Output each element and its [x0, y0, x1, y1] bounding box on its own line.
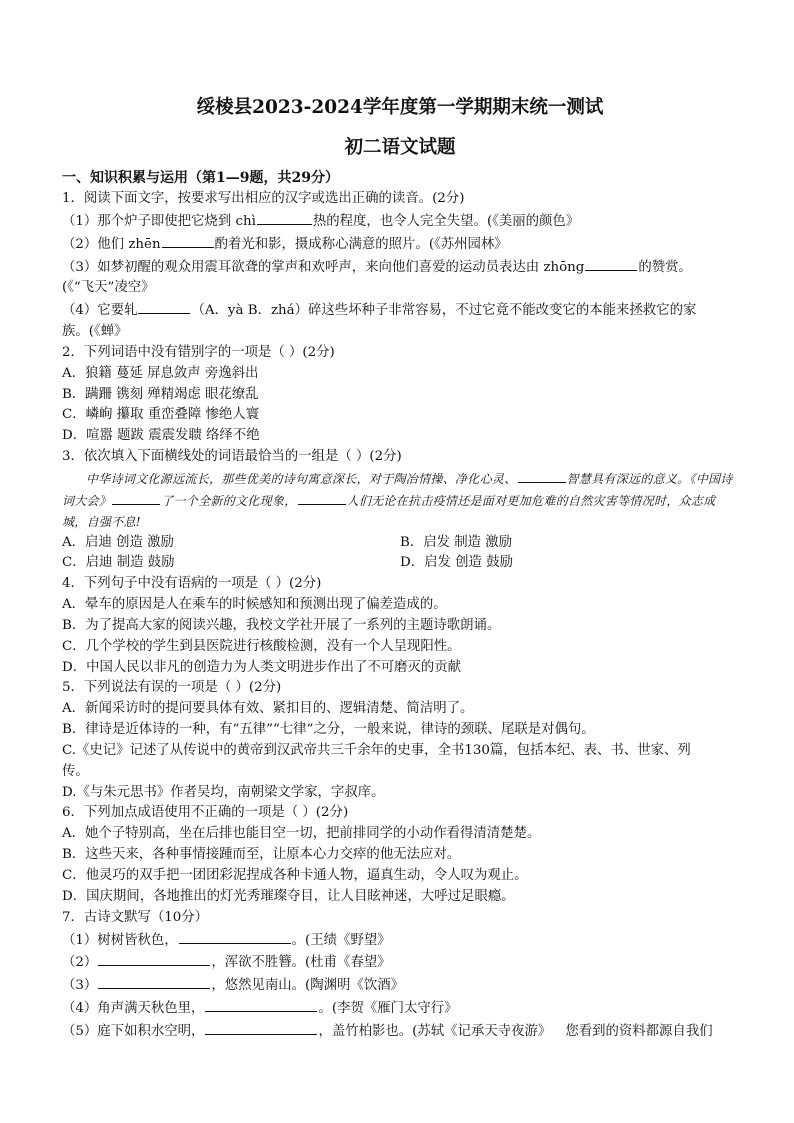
- watermark-text: 您看到的资料都源自我们: [565, 1023, 713, 1039]
- q4-option-d: D．中国人民以非凡的创造力为人类文明进步作出了不可磨灭的贡献: [62, 659, 462, 675]
- answer-blank[interactable]: [205, 997, 317, 1012]
- answer-blank[interactable]: [162, 233, 214, 248]
- answer-blank[interactable]: [298, 490, 346, 505]
- q6-option-a: A．她个子特别高，坐在后排也能目空一切，把前排同学的小动作看得清清楚楚。: [62, 826, 541, 842]
- q2-option-b: B．蹒跚 镌刻 殚精竭虑 眼花缭乱: [62, 386, 259, 402]
- q2-stem: 2．下列词语中没有错别字的一项是（ ）(2分): [62, 344, 335, 360]
- q6-option-d: D．国庆期间，各地推出的灯光秀璀璨夺目，让人目眩神迷，大呼过足眼瘾。: [62, 888, 515, 904]
- q3-options-row-1: [62, 533, 738, 554]
- q4-stem: 4．下列句子中没有语病的一项是（ ）(2分): [62, 576, 322, 592]
- q5-option-b: B．律诗是近体诗的一种，有“五律”“七律”之分，一般来说，律诗的颈联、尾联是对偶句。: [62, 722, 595, 738]
- answer-blank[interactable]: [179, 929, 291, 944]
- answer-blank[interactable]: [585, 256, 637, 271]
- answer-blank[interactable]: [112, 490, 160, 505]
- q4-option-c: C．几个学校的学生到县医院进行核酸检测，没有一个人呈现阳性。: [62, 638, 461, 654]
- q7-item-1: （1）树树皆秋色， 。(王绩《野望》: [62, 929, 738, 952]
- q7-item-2: （2） ，浑欲不胜簪。(杜甫《春望》: [62, 951, 738, 974]
- q7-stem: 7．古诗文默写（10分）: [62, 909, 209, 925]
- exam-title: 绥棱县2023-2024学年度第一学期期末统一测试: [196, 97, 604, 118]
- q4-option-b: B．为了提高大家的阅读兴趣，我校文学社开展了一系列的主题诗歌朗诵。: [62, 617, 501, 633]
- q3-option-d: D．启发 创造 鼓励: [400, 555, 513, 571]
- q1-item-4-cont: 族。(《蝉》: [62, 324, 128, 340]
- q2-option-a: A．狼籍 蔓延 屏息敛声 旁逸斜出: [62, 365, 259, 381]
- q3-option-c: C．启迪 制造 鼓励: [62, 555, 175, 571]
- q2-option-d: D．喧嚣 题跋 震震发聩 络绎不绝: [62, 428, 260, 444]
- q4-option-a: A．晕车的原因是人在乘车的时候感知和预测出现了偏差造成的。: [62, 597, 447, 613]
- q3-options-row-2: [62, 553, 738, 574]
- q3-passage: 中华诗词文化源远流长，那些优美的诗句寓意深长，对于陶冶情操、净化心灵、 智慧具有深远的意义。《中国诗词大会》 了一个全新的文化现象， 人们无论在抗击疫情还是面对更加危难的自然灾害等情况时，众志成城，自强不息!: [62, 468, 738, 533]
- q5-option-a: A．新闻采访时的提问要具体有效、紧扣目的、逻辑清楚、简洁明了。: [62, 701, 474, 717]
- q1-item-1: （1）那个炉子即使把它烧到 chì 热的程度，也令人完全失望。(《美丽的颜色》: [62, 210, 738, 233]
- answer-blank[interactable]: [138, 299, 190, 314]
- q1-item-3-source: (《“飞天”凌空》: [62, 280, 155, 296]
- q1-item-4: （4）它要轧 （A．yà B．zhá）碎这些坏种子非常容易，不过它竟不能改变它的本能来拯救它的家: [62, 299, 738, 322]
- section-heading: 一、知识积累与运用（第1—9题，共29分）: [62, 170, 339, 186]
- q3-stem: 3．依次填入下面横线处的词语最恰当的一组是（ ）(2分): [62, 449, 402, 465]
- q1-stem: 1．阅读下面文字，按要求写出相应的汉字或选出正确的读音。(2分): [62, 191, 465, 206]
- exam-subtitle: 初二语文试题: [344, 137, 456, 158]
- q7-item-3: （3） ，悠然见南山。(陶渊明《饮酒》: [62, 974, 738, 997]
- answer-blank[interactable]: [257, 210, 312, 225]
- q1-item-2: （2）他们 zhēn 酌着光和影，摄成称心满意的照片。(《苏州园林》: [62, 233, 738, 256]
- answer-blank[interactable]: [98, 951, 210, 966]
- q6-stem: 6．下列加点成语使用不正确的一项是（ ）(2分): [62, 805, 349, 821]
- q5-option-c-cont: 传。: [62, 763, 89, 779]
- exam-content: [62, 96, 738, 1043]
- q3-option-a: A．启迪 创造 激励: [62, 534, 174, 550]
- answer-blank[interactable]: [205, 1020, 317, 1035]
- q7-item-5: （5）庭下如积水空明， ，盖竹柏影也。(苏轼《记承天寺夜游》 您看到的资料都源自我们: [62, 1020, 738, 1043]
- q3-option-b: B．启发 制造 激励: [400, 534, 513, 550]
- q1-item-3: （3）如梦初醒的观众用震耳欲聋的掌声和欢呼声，来向他们喜爱的运动员表达由 zhōng 的赞赏。: [62, 256, 738, 279]
- q5-option-d: D.《与朱元思书》作者吴均，南朝梁文学家，字叔庠。: [62, 784, 385, 800]
- q7-item-4: （4）角声满天秋色里， 。(李贺《雁门太守行》: [62, 997, 738, 1020]
- answer-blank[interactable]: [518, 468, 566, 483]
- q6-option-c: C．他灵巧的双手把一团团彩泥捏成各种卡通人物，逼真生动，令人叹为观止。: [62, 868, 528, 883]
- q5-option-c: C.《史记》记述了从传说中的黄帝到汉武帝共三千余年的史事，全书130篇，包括本纪、表、书、世家、列: [62, 742, 691, 758]
- answer-blank[interactable]: [98, 974, 210, 989]
- q6-option-b: B．这些天来，各种事情接踵而至，让原本心力交瘁的他无法应对。: [62, 847, 461, 863]
- q5-stem: 5．下列说法有误的一项是（ ）(2分): [62, 680, 282, 696]
- q2-option-c: C．嶙峋 攥取 重峦叠障 惨绝人寰: [62, 407, 260, 423]
